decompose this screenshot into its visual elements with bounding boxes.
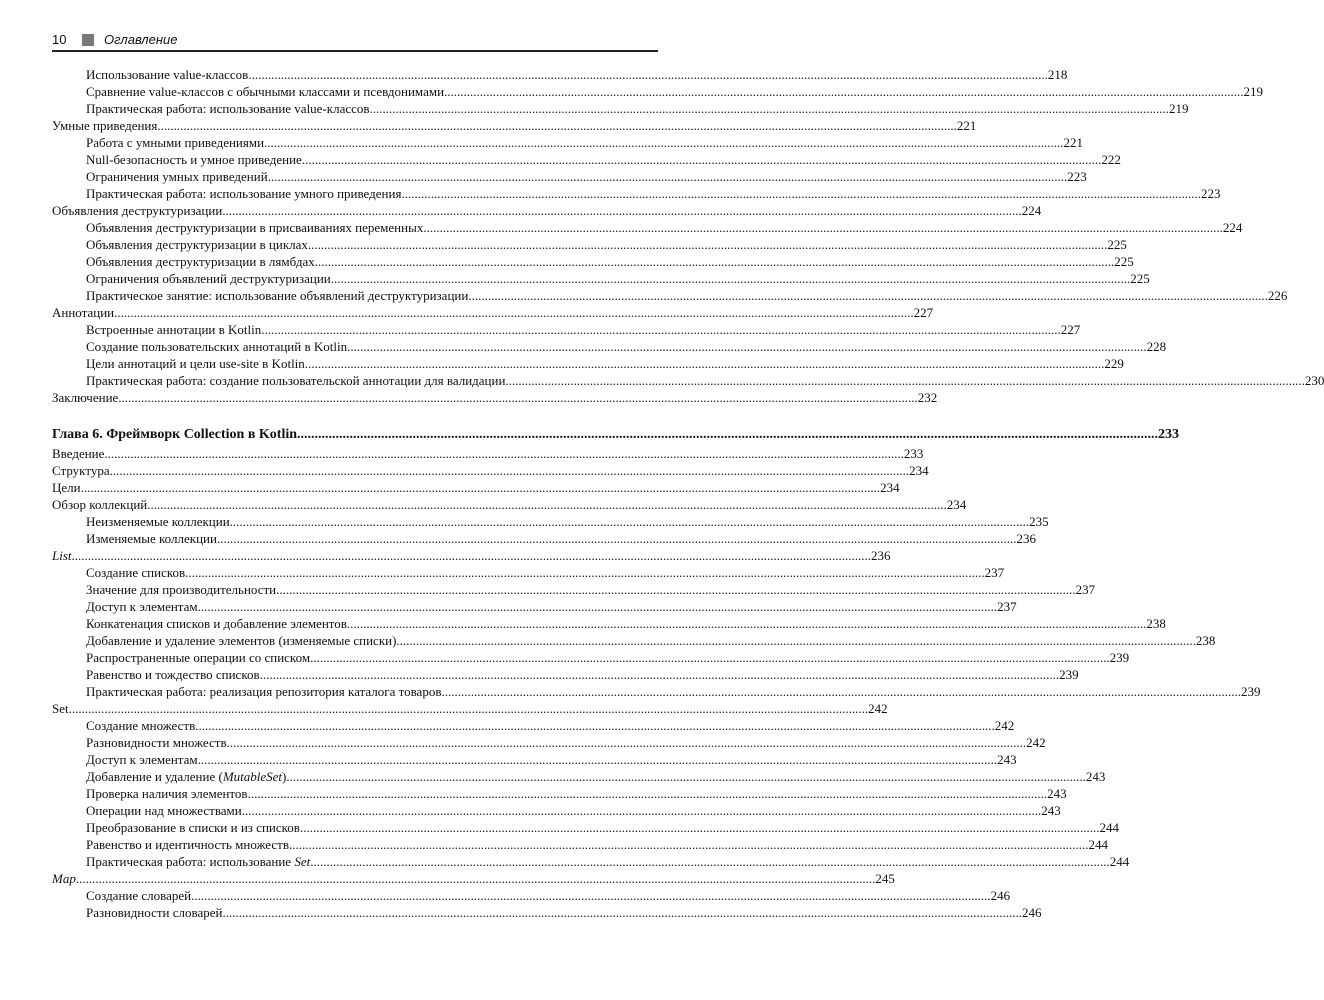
toc-entry-title	[86, 887, 191, 904]
toc-entry[interactable]	[52, 134, 1084, 151]
toc-entry-text: Объявления деструктуризации в присваиваниях переменных	[86, 220, 424, 235]
toc-entry-italic-text: MutableSet	[222, 769, 283, 784]
toc-entry[interactable]	[52, 270, 1150, 287]
dot-leader	[308, 236, 1108, 253]
dot-leader	[230, 513, 1030, 530]
toc-entry-title	[86, 168, 268, 185]
toc-entry-text: Объявления деструктуризации в лямбдах	[86, 254, 315, 269]
dot-leader	[396, 632, 1196, 649]
toc-entry-title	[52, 462, 110, 479]
toc-entry-title	[86, 785, 248, 802]
toc-entry[interactable]	[52, 445, 924, 462]
toc-entry-title	[86, 151, 302, 168]
toc-entry[interactable]	[52, 547, 891, 564]
toc-page-number: 218	[1047, 67, 1068, 82]
dot-leader	[248, 785, 1048, 802]
toc-entry-title	[86, 372, 505, 389]
toc-page-number: 227	[1060, 322, 1081, 337]
toc-page-number: 234	[880, 480, 900, 495]
dot-leader	[441, 683, 1241, 700]
toc-entry[interactable]	[52, 598, 1017, 615]
dot-leader	[276, 581, 1076, 598]
dot-leader	[268, 168, 1068, 185]
toc-entry[interactable]	[52, 819, 1119, 836]
toc-entry-title	[52, 304, 114, 321]
toc-entry-title	[86, 632, 396, 649]
toc-entry-title	[52, 700, 69, 717]
toc-entry-text: Цели	[52, 480, 81, 495]
dot-leader	[76, 870, 876, 887]
dot-leader	[72, 547, 872, 564]
header-rule	[52, 50, 658, 52]
toc-entry[interactable]	[52, 785, 1067, 802]
toc-entry[interactable]	[52, 904, 1042, 921]
toc-page-number: 235	[1029, 514, 1049, 529]
dot-leader	[310, 649, 1110, 666]
toc-entry-text: Практическое занятие: использование объявлений деструктуризации	[86, 288, 469, 303]
toc-entry[interactable]	[52, 496, 967, 513]
dot-leader	[370, 100, 1170, 117]
toc-entry-text: Добавление и удаление элементов (изменяемые списки)	[86, 633, 397, 648]
toc-page-number: 243	[1041, 803, 1061, 818]
dot-leader	[69, 700, 869, 717]
dot-leader	[185, 564, 985, 581]
toc-entry[interactable]	[52, 202, 1042, 219]
toc-page-number: 232	[917, 390, 938, 405]
toc-entry[interactable]	[52, 287, 1288, 304]
toc-entry-text: Изменяемые коллекции	[86, 531, 217, 546]
toc-entry-text: Объявления деструктуризации	[52, 203, 223, 218]
table-of-contents	[52, 66, 1324, 921]
toc-entry[interactable]	[52, 717, 1015, 734]
dot-leader	[347, 615, 1147, 632]
toc-page-number: 223	[1067, 169, 1087, 184]
dot-leader	[302, 151, 1102, 168]
toc-entry[interactable]	[52, 649, 1130, 666]
toc-page-number: 246	[1021, 905, 1042, 920]
toc-entry-text: Практическая работа: создание пользовательской аннотации для валидации	[86, 373, 506, 388]
toc-entry-title	[86, 836, 289, 853]
toc-entry-title	[52, 425, 297, 445]
dot-leader	[444, 83, 1244, 100]
toc-page-number: 233	[1158, 427, 1180, 442]
dot-leader	[195, 717, 995, 734]
toc-entry[interactable]	[52, 513, 1049, 530]
toc-entry-text: Практическая работа: использование	[86, 854, 295, 869]
dot-leader	[468, 287, 1268, 304]
toc-entry[interactable]	[52, 185, 1221, 202]
dot-leader	[104, 445, 904, 462]
toc-page-number: 233	[903, 446, 924, 461]
toc-entry-title	[86, 768, 286, 785]
section-title: Оглавление	[104, 32, 178, 47]
dot-leader	[315, 253, 1115, 270]
toc-entry-italic-text: Set	[294, 854, 311, 869]
toc-entry[interactable]	[52, 615, 1166, 632]
dot-leader	[264, 134, 1064, 151]
dot-leader	[310, 853, 1110, 870]
toc-entry-title	[86, 219, 423, 236]
toc-page-number: 227	[913, 305, 934, 320]
toc-entry-text: Встроенные аннотации в Kotlin	[86, 322, 262, 337]
toc-page-number: 222	[1101, 152, 1121, 167]
toc-entry-title	[52, 870, 76, 887]
toc-entry-text: Равенство и идентичность множеств	[86, 837, 289, 852]
toc-page-number: 219	[1243, 84, 1264, 99]
toc-entry-title	[86, 666, 260, 683]
dot-leader	[260, 666, 1060, 683]
dot-leader	[286, 768, 1086, 785]
toc-entry[interactable]	[52, 355, 1124, 372]
toc-entry[interactable]	[52, 66, 1068, 83]
toc-page-number: 225	[1114, 254, 1134, 269]
toc-entry[interactable]	[52, 632, 1216, 649]
dot-leader	[289, 836, 1089, 853]
dot-leader	[401, 185, 1201, 202]
toc-page-number: 237	[1075, 582, 1096, 597]
toc-entry[interactable]	[52, 321, 1081, 338]
toc-page-number: 223	[1200, 186, 1221, 201]
toc-entry[interactable]	[52, 751, 1017, 768]
toc-entry-title	[86, 530, 217, 547]
toc-chapter-entry[interactable]	[52, 425, 1180, 445]
toc-entry-title	[86, 355, 305, 372]
toc-entry[interactable]	[52, 304, 934, 321]
toc-entry-text: Операции над множествами	[86, 803, 242, 818]
toc-entry-text: Глава 6. Фреймворк Collection в Kotlin	[52, 427, 298, 442]
toc-entry-text: Доступ к элементам	[86, 599, 198, 614]
dot-leader	[81, 479, 881, 496]
toc-page-number: 236	[871, 548, 891, 563]
dot-leader	[217, 530, 1017, 547]
toc-entry[interactable]	[52, 372, 1324, 389]
toc-entry-title	[86, 598, 198, 615]
toc-page-number: 224	[1222, 220, 1243, 235]
toc-entry-title	[86, 819, 300, 836]
toc-entry-text: Введение	[52, 446, 105, 461]
toc-entry[interactable]	[52, 666, 1079, 683]
toc-entry[interactable]	[52, 100, 1189, 117]
toc-entry-title	[86, 185, 401, 202]
toc-entry[interactable]	[52, 462, 929, 479]
toc-entry-title	[86, 134, 264, 151]
toc-entry[interactable]	[52, 683, 1261, 700]
toc-entry-text: Практическая работа: реализация репозитория каталога товаров	[86, 684, 442, 699]
toc-page-number: 242	[994, 718, 1015, 733]
toc-entry-text: Создание словарей	[86, 888, 192, 903]
dot-leader	[110, 462, 910, 479]
toc-entry-text: Значение для производительности	[86, 582, 277, 597]
toc-page-number: 229	[1104, 356, 1124, 371]
toc-entry-title	[52, 496, 147, 513]
toc-entry-text: Умные приведения	[52, 118, 158, 133]
toc-page-number: 226	[1267, 288, 1288, 303]
toc-entry-title	[86, 581, 276, 598]
toc-entry-text: Ограничения умных приведений	[86, 169, 268, 184]
toc-page-number: 239	[1240, 684, 1261, 699]
toc-entry[interactable]	[52, 117, 977, 134]
toc-page-number: 244	[1088, 837, 1108, 852]
toc-entry-title	[86, 683, 441, 700]
toc-entry[interactable]	[52, 734, 1046, 751]
toc-entry-text: Аннотации	[52, 305, 115, 320]
toc-entry-text: Проверка наличия элементов	[86, 786, 248, 801]
toc-entry-title	[86, 83, 444, 100]
toc-page-number: 243	[997, 752, 1017, 767]
dot-leader	[331, 270, 1131, 287]
dot-leader	[198, 598, 998, 615]
toc-page-number: 243	[1085, 769, 1106, 784]
toc-entry[interactable]	[52, 768, 1106, 785]
toc-entry[interactable]	[52, 168, 1087, 185]
toc-entry-title	[52, 547, 72, 564]
toc-entry[interactable]	[52, 836, 1108, 853]
toc-entry-title	[86, 236, 308, 253]
toc-entry-text: Цели аннотаций и цели use-site в Kotlin	[86, 356, 305, 371]
toc-entry-text: Конкатенация списков и добавление элементов	[86, 616, 347, 631]
toc-page-number: 238	[1195, 633, 1216, 648]
toc-entry-italic-text: List	[52, 548, 72, 563]
toc-page-number: 245	[875, 871, 895, 886]
toc-entry-text: Ограничения объявлений деструктуризации	[86, 271, 331, 286]
dot-leader	[305, 355, 1105, 372]
toc-entry-text: Работа с умными приведениями	[86, 135, 265, 150]
dot-leader	[114, 304, 914, 321]
toc-page-number: 238	[1146, 616, 1166, 631]
toc-entry-title	[86, 734, 227, 751]
toc-entry-title	[86, 615, 347, 632]
toc-page-number: 236	[1016, 531, 1036, 546]
dot-leader	[300, 819, 1100, 836]
header-square-marker	[82, 34, 94, 46]
page-number: 10	[52, 32, 67, 47]
toc-entry[interactable]	[52, 530, 1036, 547]
toc-entry-title	[86, 513, 230, 530]
toc-entry-text: Распространенные операции со списком	[86, 650, 311, 665]
toc-entry-text: Разновидности множеств	[86, 735, 227, 750]
toc-entry-title	[86, 66, 248, 83]
toc-entry[interactable]	[52, 219, 1243, 236]
toc-entry[interactable]	[52, 338, 1167, 355]
toc-entry[interactable]	[52, 253, 1134, 270]
toc-entry-title	[86, 338, 347, 355]
toc-entry-text: Практическая работа: использование value-классов	[86, 101, 370, 116]
dot-leader	[191, 887, 991, 904]
dot-leader	[227, 734, 1027, 751]
toc-page-number: 225	[1130, 271, 1150, 286]
toc-entry-title	[86, 717, 195, 734]
toc-entry-title	[86, 751, 198, 768]
toc-entry[interactable]	[52, 700, 888, 717]
toc-entry[interactable]	[52, 564, 1005, 581]
dot-leader	[222, 202, 1022, 219]
toc-entry-text: Создание списков	[86, 565, 186, 580]
toc-page-number: 239	[1109, 650, 1130, 665]
dot-leader	[297, 425, 1158, 445]
toc-entry-text: Равенство и тождество списков	[86, 667, 260, 682]
toc-page-number: 234	[909, 463, 929, 478]
toc-entry-text: Неизменяемые коллекции	[86, 514, 230, 529]
dot-leader	[248, 66, 1048, 83]
toc-page-number: 221	[1063, 135, 1084, 150]
toc-page-number: 234	[946, 497, 967, 512]
toc-entry-title	[52, 117, 157, 134]
dot-leader	[222, 904, 1022, 921]
dot-leader	[118, 389, 918, 406]
toc-entry[interactable]	[52, 802, 1061, 819]
toc-entry-title	[86, 904, 222, 921]
toc-entry-title	[86, 321, 261, 338]
toc-page-number: 242	[868, 701, 888, 716]
toc-entry-text: Set	[52, 701, 69, 716]
toc-entry-text: )	[282, 769, 287, 784]
toc-entry-title	[86, 649, 310, 666]
toc-entry-title	[86, 253, 315, 270]
toc-page-number: 230	[1304, 373, 1324, 388]
toc-entry-text: Преобразование в списки и из списков	[86, 820, 300, 835]
toc-page-number: 221	[956, 118, 977, 133]
dot-leader	[423, 219, 1223, 236]
dot-leader	[198, 751, 998, 768]
toc-entry[interactable]	[52, 853, 1130, 870]
toc-entry-title	[86, 270, 331, 287]
toc-page-number: 242	[1026, 735, 1046, 750]
toc-entry-title	[52, 445, 104, 462]
toc-entry[interactable]	[52, 581, 1096, 598]
toc-entry[interactable]	[52, 870, 895, 887]
toc-page-number: 237	[997, 599, 1017, 614]
toc-page-number: 244	[1109, 854, 1130, 869]
toc-entry-title	[52, 389, 118, 406]
toc-entry-text: Практическая работа: использование умного приведения	[86, 186, 402, 201]
toc-page-number: 239	[1059, 667, 1079, 682]
toc-entry[interactable]	[52, 887, 1011, 904]
toc-page-number: 224	[1021, 203, 1042, 218]
dot-leader	[157, 117, 957, 134]
toc-page-number: 246	[990, 888, 1011, 903]
dot-leader	[505, 372, 1305, 389]
toc-entry-title	[52, 479, 81, 496]
toc-entry-text: Добавление и удаление (	[86, 769, 223, 784]
toc-entry-italic-text: Map	[52, 871, 76, 886]
running-header	[52, 31, 658, 49]
toc-entry-text: Создание множеств	[86, 718, 196, 733]
toc-entry-text: Структура	[52, 463, 110, 478]
toc-entry[interactable]	[52, 83, 1264, 100]
toc-entry-title	[86, 287, 468, 304]
toc-entry-text: Разновидности словарей	[86, 905, 223, 920]
toc-entry-text: Обзор коллекций	[52, 497, 148, 512]
toc-page-number: 244	[1099, 820, 1119, 835]
toc-entry[interactable]	[52, 389, 938, 406]
toc-page-number: 243	[1047, 786, 1067, 801]
dot-leader	[242, 802, 1042, 819]
toc-page-number: 228	[1146, 339, 1167, 354]
dot-leader	[147, 496, 947, 513]
toc-page-number: 219	[1169, 101, 1189, 116]
toc-entry-title	[86, 802, 242, 819]
toc-entry-text: Доступ к элементам	[86, 752, 198, 767]
toc-entry-text: Объявления деструктуризации в циклах	[86, 237, 308, 252]
dot-leader	[347, 338, 1147, 355]
toc-entry[interactable]	[52, 151, 1121, 168]
dot-leader	[261, 321, 1061, 338]
toc-entry[interactable]	[52, 479, 900, 496]
toc-entry-title	[86, 564, 185, 581]
toc-page-number: 237	[984, 565, 1005, 580]
toc-entry-text: Сравнение value-классов с обычными классами и псевдонимами	[86, 84, 445, 99]
toc-entry-text: Использование value-классов	[86, 67, 249, 82]
toc-entry-title	[86, 853, 310, 870]
toc-entry-text: Null-безопасность и умное приведение	[86, 152, 302, 167]
toc-entry-text: Создание пользовательских аннотаций в Kotlin	[86, 339, 348, 354]
toc-entry-title	[52, 202, 222, 219]
toc-entry[interactable]	[52, 236, 1127, 253]
toc-entry-title	[86, 100, 370, 117]
toc-entry-text: Заключение	[52, 390, 119, 405]
toc-page-number: 225	[1107, 237, 1127, 252]
